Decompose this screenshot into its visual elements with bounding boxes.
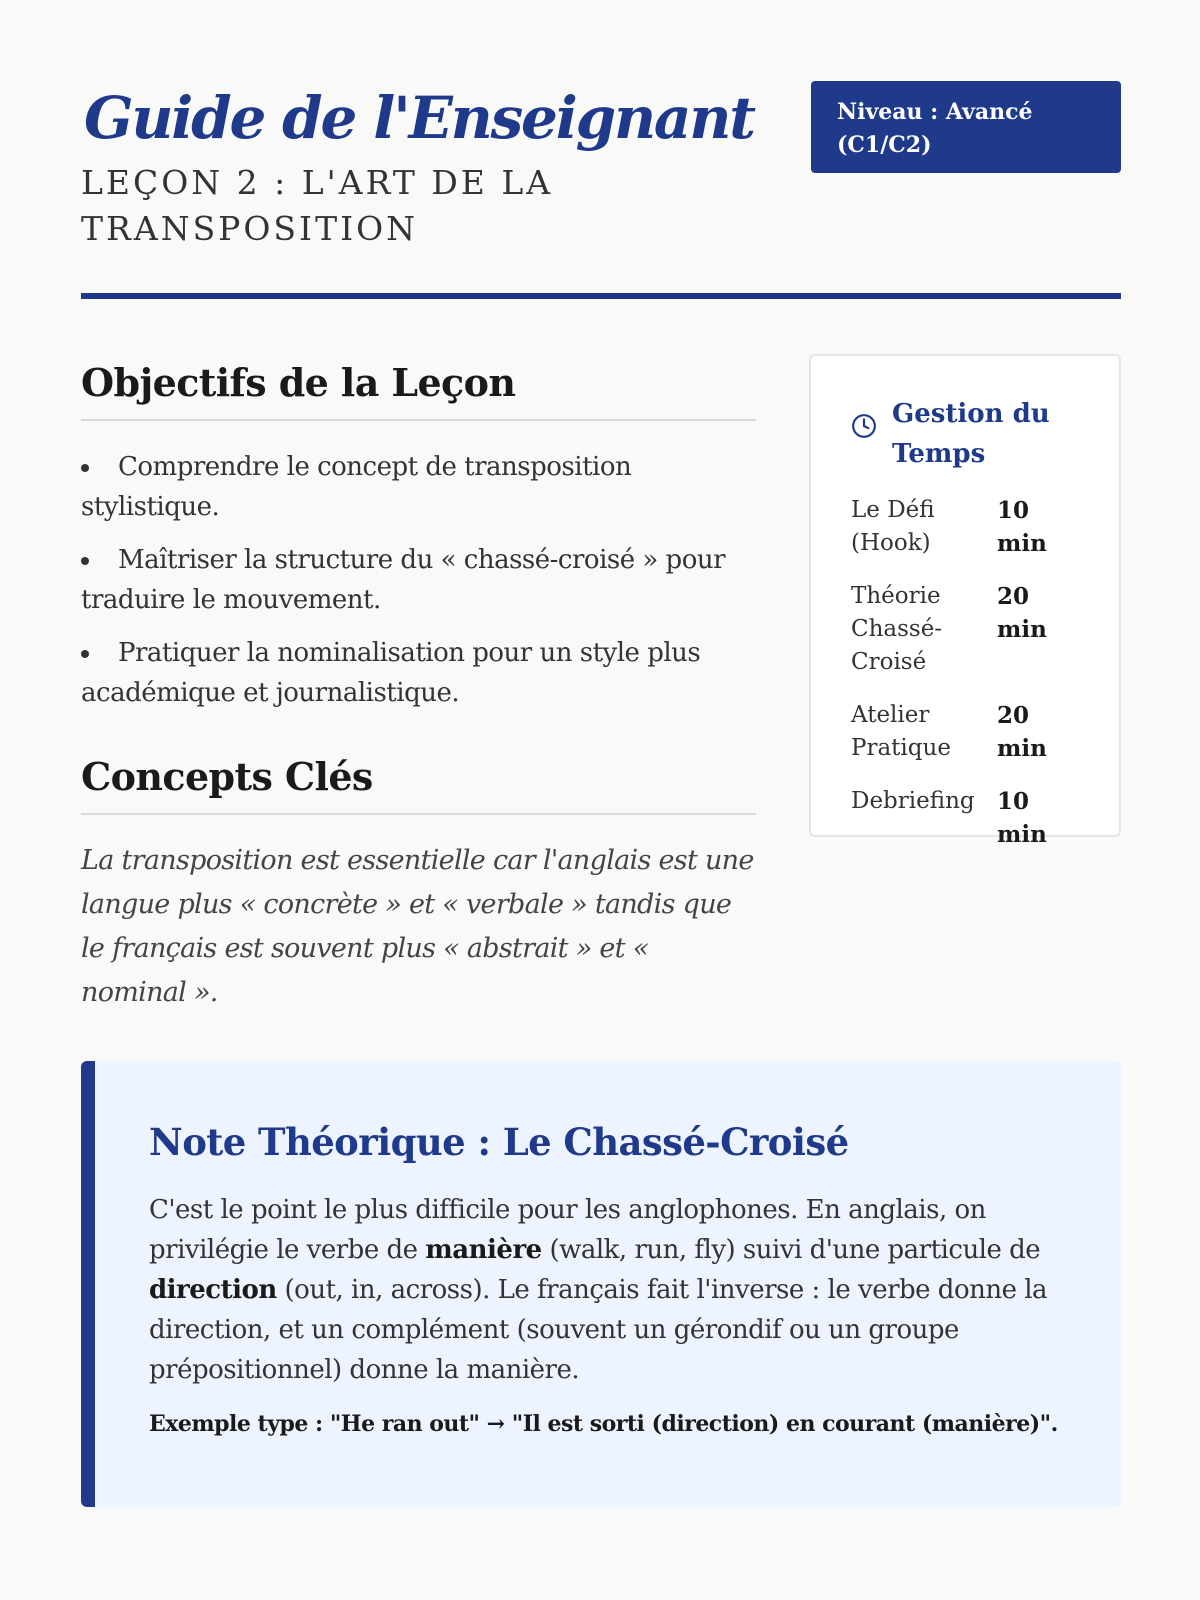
time-row-label: Debriefing xyxy=(851,788,975,814)
time-row-value: 20 min xyxy=(997,583,1047,643)
note-text: (out, in, across). Le français fait l'inverse : le verbe donne la direction, et un complément (souvent un gérondif ou un groupe prépositionnel) donne la manière. xyxy=(149,1275,1048,1385)
objective-item xyxy=(81,447,756,527)
time-row xyxy=(851,494,1079,560)
objective-item xyxy=(81,540,756,620)
concepts-text: La transposition est essentielle car l'anglais est une langue plus « concrète » et « verbale » tandis que le français est souvent plus « abstrait » et « nominal ». xyxy=(81,845,754,1008)
theory-note xyxy=(81,1061,1121,1507)
clock-icon xyxy=(851,413,877,439)
lesson-subtitle: LEÇON 2 : L'ART DE LA TRANSPOSITION xyxy=(81,163,554,248)
note-text: (walk, run, fly) suivi d'une particule de xyxy=(541,1235,1041,1265)
time-row xyxy=(851,785,1079,851)
main-column xyxy=(81,355,756,1015)
note-emphasis: direction xyxy=(149,1275,277,1305)
time-row-label: Atelier Pratique xyxy=(851,702,951,761)
note-title: Note Théorique : Le Chassé-Croisé xyxy=(149,1120,849,1164)
time-management-card xyxy=(809,354,1121,848)
bullet-icon xyxy=(81,650,89,658)
objectives-heading: Objectifs de la Leçon xyxy=(81,355,756,421)
time-card-title: Gestion du Temps xyxy=(892,399,1050,469)
objective-text: Comprendre le concept de transposition stylistique. xyxy=(81,452,632,522)
time-row xyxy=(851,580,1079,679)
objective-item xyxy=(81,633,756,713)
objectives-list xyxy=(81,447,756,713)
note-body xyxy=(149,1190,1071,1390)
objective-text: Maîtriser la structure du « chassé-croisé » pour traduire le mouvement. xyxy=(81,545,726,615)
header-divider xyxy=(81,293,1121,299)
time-card-header xyxy=(851,394,1079,474)
note-emphasis: manière xyxy=(425,1235,542,1265)
time-row-label: Théorie Chassé-Croisé xyxy=(851,583,943,675)
time-row-label: Le Défi (Hook) xyxy=(851,497,935,556)
level-badge: Niveau : Avancé (C1/C2) xyxy=(811,81,1121,173)
objective-text: Pratiquer la nominalisation pour un style plus académique et journalistique. xyxy=(81,638,701,708)
note-example: Exemple type : "He ran out" → "Il est sorti (direction) en courant (manière)". xyxy=(149,1411,1058,1437)
bullet-icon xyxy=(81,464,89,472)
concepts-heading: Concepts Clés xyxy=(81,749,756,815)
time-row-value: 20 min xyxy=(997,702,1047,762)
bullet-icon xyxy=(81,557,89,565)
page-header xyxy=(81,78,1121,310)
time-row-value: 10 min xyxy=(997,497,1047,557)
page-title: Guide de l'Enseignant xyxy=(84,84,754,152)
time-row-value: 10 min xyxy=(997,788,1047,848)
note-text: C'est le point le plus difficile pour les anglophones. En anglais, on privilégie le verbe de xyxy=(149,1195,986,1265)
time-row xyxy=(851,699,1079,765)
